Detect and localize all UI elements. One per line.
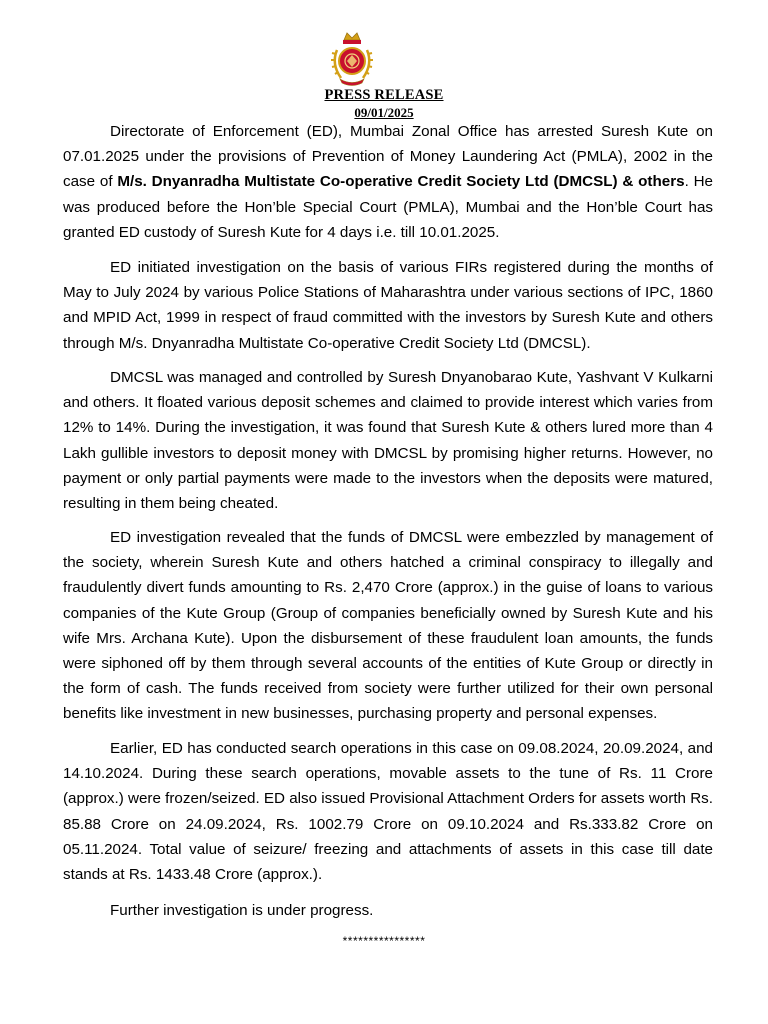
page-title: PRESS RELEASE [324, 87, 444, 103]
paragraph-search-operations [63, 736, 713, 887]
paragraph-search-operations-text: Earlier, ED has conducted search operations in this case on 09.08.2024, 20.09.2024, and 14.10.2024. During these search operations, movable assets to the tune of Rs. 11 Crore (approx.) were frozen/seized. ED also issued Provisional Attachment Orders for assets worth Rs. 85.88 Crore on 24.09.2024, Rs. 1002.79 Crore on 09.10.2024 and Rs.333.82 Crore on 05.11.2024. Total value of seizure/ freezing and attachments of assets in this case till date stands at Rs. 1433.48 Crore (approx.). [63, 740, 713, 884]
paragraph-further-investigation-text: Further investigation is under progress. [110, 902, 374, 919]
paragraph-funds-embezzlement [63, 525, 713, 727]
paragraph-funds-embezzlement-text: ED investigation revealed that the funds of DMCSL were embezzled by management of the society, wherein Suresh Kute and others hatched a criminal conspiracy to illegally and fraudulently divert funds amounting to Rs. 2,470 Crore (approx.) in the guise of loans to various companies of the Kute Group (Group of companies beneficially owned by Suresh Kute and his wife Mrs. Archana Kute). Upon the disbursement of these fraudulent loan amounts, the funds were siphoned off by them through several accounts of the entities of Kute Group or directly in the form of cash. The funds received from society were further utilized for their own personal benefits like investment in new businesses, purchasing property and personal expenses. [63, 529, 713, 723]
paragraph-investigation-basis-text: ED initiated investigation on the basis of various FIRs registered during the months of May to July 2024 by various Police Stations of Maharashtra under various sections of IPC, 1860 and MPID Act, 1999 in respect of fraud committed with the investors by Suresh Kute and others through M/s. Dnyanradha Multistate Co-operative Credit Society Ltd (DMCSL). [63, 259, 713, 352]
paragraph-further-investigation [63, 898, 713, 923]
paragraph-dmcsl-management-text: DMCSL was managed and controlled by Suresh Dnyanobarao Kute, Yashvant V Kulkarni and others. It floated various deposit schemes and claimed to provide interest which varies from 12% to 14%. During the investigation, it was found that Suresh Kute & others lured more than 4 Lakh gullible investors to deposit money with DMCSL by promising higher returns. However, no payment or only partial payments were made to the investors when the deposits were matured, resulting in them being cheated. [63, 369, 713, 513]
paragraph-dmcsl-management [63, 365, 713, 516]
paragraph-arrest-case-name: M/s. Dnyanradha Multistate Co-operative Credit Society Ltd (DMCSL) & others [117, 173, 685, 191]
end-separator: **************** [342, 934, 426, 948]
paragraph-investigation-basis [63, 255, 713, 356]
ed-emblem-icon [327, 30, 377, 88]
paragraph-arrest-text-before: Directorate of Enforcement (ED), Mumbai Zonal Office has arrested Suresh Kute on 07.01.2025 under the provisions of Prevention of Money Laundering Act (PMLA), 2002 in the case of [63, 123, 713, 191]
paragraph-arrest [63, 119, 713, 245]
release-date: 09/01/2025 [354, 105, 414, 120]
paragraph-arrest-text-after: . He was produced before the Hon’ble Special Court (PMLA), Mumbai and the Hon’ble Court has granted ED custody of Suresh Kute for 4 days i.e. till 10.01.2025. [63, 173, 713, 241]
